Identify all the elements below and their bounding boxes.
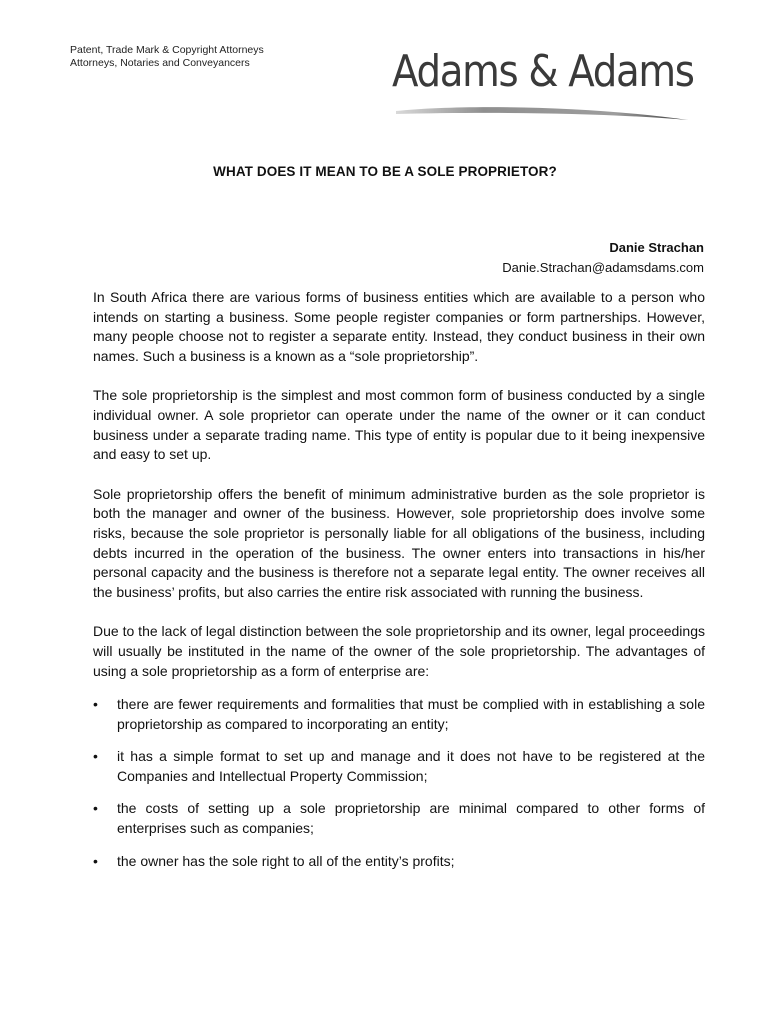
paragraph-3: Sole proprietorship offers the benefit of minimum administrative burden as the sole proprietor is both the manager and owner of the business. However, sole proprietorship does involve some risks, because the sole proprietor is personally liable for all obligations of the business, including debts incurred in the operation of the business. The owner enters into transactions in his/her personal capacity and the business is therefore not a separate legal entity. The owner receives all the business’ profits, but also carries the entire risk associated with running the business. [93,485,705,600]
bullet-icon: • [93,800,98,817]
author-name: Danie Strachan [609,240,704,255]
list-item [93,852,705,872]
tagline-line-1: Patent, Trade Mark & Copyright Attorneys [70,44,264,56]
list-item-text: the owner has the sole right to all of the entity’s profits; [117,852,455,869]
list-item-text: the costs of setting up a sole proprietorship are minimal compared to other forms of enterprises such as companies; [117,800,705,837]
firm-logo [392,46,692,128]
list-item [93,799,705,838]
bullet-icon: • [93,748,98,765]
firm-tagline [70,44,264,70]
paragraph-1: In South Africa there are various forms of business entities which are available to a person who intends on starting a business. Some people register companies or form partnerships. However, many people choose not to register a separate entity. Instead, they conduct business in their own names. Such a business is a known as a “sole proprietorship”. [93,289,705,364]
tagline-line-2: Attorneys, Notaries and Conveyancers [70,57,250,69]
list-item [93,747,705,786]
author-email: Danie.Strachan@adamsdams.com [502,260,704,275]
logo-swoosh-icon [392,102,692,124]
author-block [502,238,704,278]
advantages-list [93,695,705,871]
logo-wordmark: Adams & Adams [392,46,694,97]
document-body [93,288,705,884]
list-item-text: there are fewer requirements and formalities that must be complied with in establishing a sole proprietorship as compared to incorporating an entity; [117,696,705,732]
paragraph-2: The sole proprietorship is the simplest and most common form of business conducted by a single individual owner. A sole proprietor can operate under the name of the owner or it can conduct business under a separate trading name. This type of entity is popular due to it being inexpensive and easy to set up. [93,387,705,463]
paragraph-4: Due to the lack of legal distinction between the sole proprietorship and its owner, legal proceedings will usually be instituted in the name of the owner of the sole proprietorship. The advantages of using a sole proprietorship as a form of enterprise are: [93,623,705,679]
list-item [93,695,705,734]
list-item-text: it has a simple format to set up and manage and it does not have to be registered at the Companies and Intellectual Property Commission; [117,748,705,784]
bullet-icon: • [93,852,98,869]
document-title: WHAT DOES IT MEAN TO BE A SOLE PROPRIETOR? [213,164,557,179]
bullet-icon: • [93,696,98,713]
